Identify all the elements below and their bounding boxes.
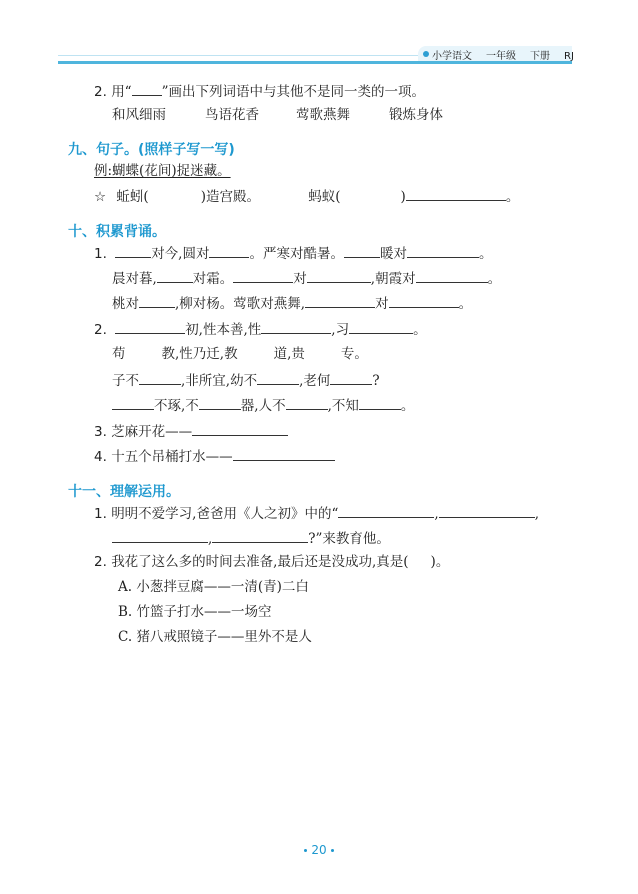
s10-line-4 [94,320,427,339]
s11-i1c: , [534,506,539,522]
q8-option-2: 鸟语花香 [205,107,259,123]
fill-blank[interactable] [112,529,208,543]
s10-l6-t2: ,老何 [299,373,331,389]
q8-item2-num: 2. [94,84,107,100]
s10-l4-t0: 初,性本善,性 [185,322,262,338]
page-dot-right-icon [331,849,334,852]
page-number-text: 20 [311,843,327,857]
fill-blank[interactable] [416,269,488,283]
s10-l1-t3: 。 [478,246,493,262]
s11-option-b-text: 竹篮子打水——一场空 [136,604,272,620]
header-subject: 小学语文 [432,51,472,62]
section-10-title: 十、积累背诵。 [68,224,166,240]
s10-l7-t2: ,不知 [327,398,359,414]
fill-blank[interactable] [212,529,308,543]
s9-example-text: 例:蝴蝶(花间)捉迷藏。 [94,163,231,179]
s9-example [94,162,231,180]
s10-item-4 [94,447,335,466]
s10-l6-t1: ,非所宜,幼不 [181,373,258,389]
s10-i2-num: 2. [94,322,107,338]
s10-line-5 [112,345,368,363]
fill-blank[interactable] [112,396,154,410]
s10-l2-t4: 。 [487,271,502,287]
s11-option-a-text: 小葱拌豆腐——一清(青)二白 [136,579,309,595]
s11-item-2 [94,553,449,571]
section-9-title: 九、句子。(照样子写一写) [68,142,235,158]
s11-option-c-label: C. [118,629,133,645]
s10-l5-t3: 专。 [340,346,368,362]
fill-blank[interactable] [359,396,401,410]
s10-line-3 [112,294,472,313]
fill-blank[interactable] [199,396,241,410]
s9-b2: ) [400,189,406,205]
fill-blank[interactable] [139,294,175,308]
s11-option-b [118,603,272,621]
s11-i2a: 我花了这么多的时间去准备,最后还是没成功,真是( [111,554,409,570]
header-dot-icon [423,51,429,57]
s10-l3-t1: ,柳对杨。莺歌对燕舞, [175,296,306,312]
fill-blank[interactable] [115,320,185,334]
s10-item-3 [94,422,288,441]
q8-item2-post: ”画出下列词语中与其他不是同一类的一项。 [161,84,425,100]
s10-l3-t2: 对 [375,296,389,312]
s11-option-b-label: B. [118,604,133,620]
s11-i1b: , [434,506,439,522]
fill-blank[interactable] [307,269,371,283]
header-grade: 一年级 [486,51,516,62]
s10-l5-t2: 道,贵 [273,346,305,362]
fill-blank[interactable] [139,371,181,385]
s11-i1e: ?”来教育他。 [308,531,390,547]
s10-i3-num: 3. [94,424,107,440]
s11-i1d: , [208,531,213,547]
s10-line-7 [112,396,414,415]
s11-item-1b [112,529,390,548]
s10-l1-t2: 暖对 [379,246,407,262]
q8-item2 [94,82,425,101]
s11-item-1a [94,504,539,523]
q8-mark-blank [132,82,162,96]
s10-l5-t1: 教,性乃迁,教 [161,346,238,362]
s10-i4-num: 4. [94,449,107,465]
fill-blank[interactable] [305,294,375,308]
fill-blank[interactable] [344,244,380,258]
s10-l7-t1: 器,人不 [240,398,286,414]
q8-item2-pre: 用“ [111,84,132,100]
s11-option-a [118,578,309,596]
s9-a2: )造宫殿。 [200,189,260,205]
page-number [0,843,638,857]
s11-option-c-text: 猪八戒照镜子——里外不是人 [136,629,312,645]
section-11-title: 十一、理解运用。 [68,484,180,500]
s11-option-c [118,628,312,646]
s10-i4-text: 十五个吊桶打水—— [111,449,233,465]
s10-l4-t1: ,习 [331,322,350,338]
fill-blank[interactable] [233,447,335,461]
q8-option-3: 莺歌燕舞 [296,107,350,123]
star-icon: ☆ [94,189,107,205]
page-dot-left-icon [304,849,307,852]
header-edition: RJ [564,51,574,62]
fill-blank[interactable] [389,294,459,308]
s11-i1a: 明明不爱学习,爸爸用《人之初》中的“ [111,506,339,522]
s10-line-6 [112,371,380,390]
s10-l2-t3: ,朝霞对 [370,271,416,287]
s10-l7-t0: 不琢,不 [154,398,199,414]
fill-blank[interactable] [209,244,249,258]
s11-i2-num: 2. [94,554,107,570]
s10-l7-t3: 。 [400,398,415,414]
fill-blank[interactable] [192,422,288,436]
s9-task [94,187,519,206]
fill-blank[interactable] [286,396,328,410]
fill-blank[interactable] [349,320,413,334]
fill-blank[interactable] [407,244,479,258]
s10-l4-t2: 。 [413,322,427,338]
s10-l6-t3: ? [372,373,380,389]
s10-l6-t0: 子不 [112,373,139,389]
s10-i3-text: 芝麻开花—— [111,424,193,440]
fill-blank[interactable] [157,269,193,283]
s9-a1: 蚯蚓( [116,189,149,205]
header-volume: 下册 [530,51,550,62]
fill-blank[interactable] [330,371,372,385]
s10-line-2 [112,269,501,288]
q8-option-4: 锻炼身体 [389,107,443,123]
fill-blank[interactable] [257,371,299,385]
q8-option-1: 和风细雨 [112,107,166,123]
s10-line-1 [94,244,492,263]
s10-i1-num: 1. [94,246,107,262]
s10-l1-t1: 。严寒对酷暑。 [249,246,344,262]
fill-blank[interactable] [261,320,331,334]
s10-l3-t0: 桃对 [112,296,139,312]
s10-l1-t0: 对今,圆对 [151,246,210,262]
s10-l3-t3: 。 [458,296,473,312]
s9-b1: 蚂蚁( [308,189,341,205]
s9-b3: 。 [505,189,520,205]
s10-l2-t0: 晨对暮, [112,271,157,287]
fill-blank[interactable] [115,244,151,258]
s9-b-blank [406,187,506,201]
s11-option-a-label: A. [118,579,133,595]
fill-blank[interactable] [338,504,434,518]
fill-blank[interactable] [439,504,535,518]
fill-blank[interactable] [233,269,293,283]
s10-l5-t0: 苟 [112,346,126,362]
s11-i1-num: 1. [94,506,107,522]
s10-l2-t1: 对霜。 [192,271,234,287]
header-info [432,47,574,62]
s10-l2-t2: 对 [293,271,307,287]
s11-i2b: )。 [430,554,450,570]
